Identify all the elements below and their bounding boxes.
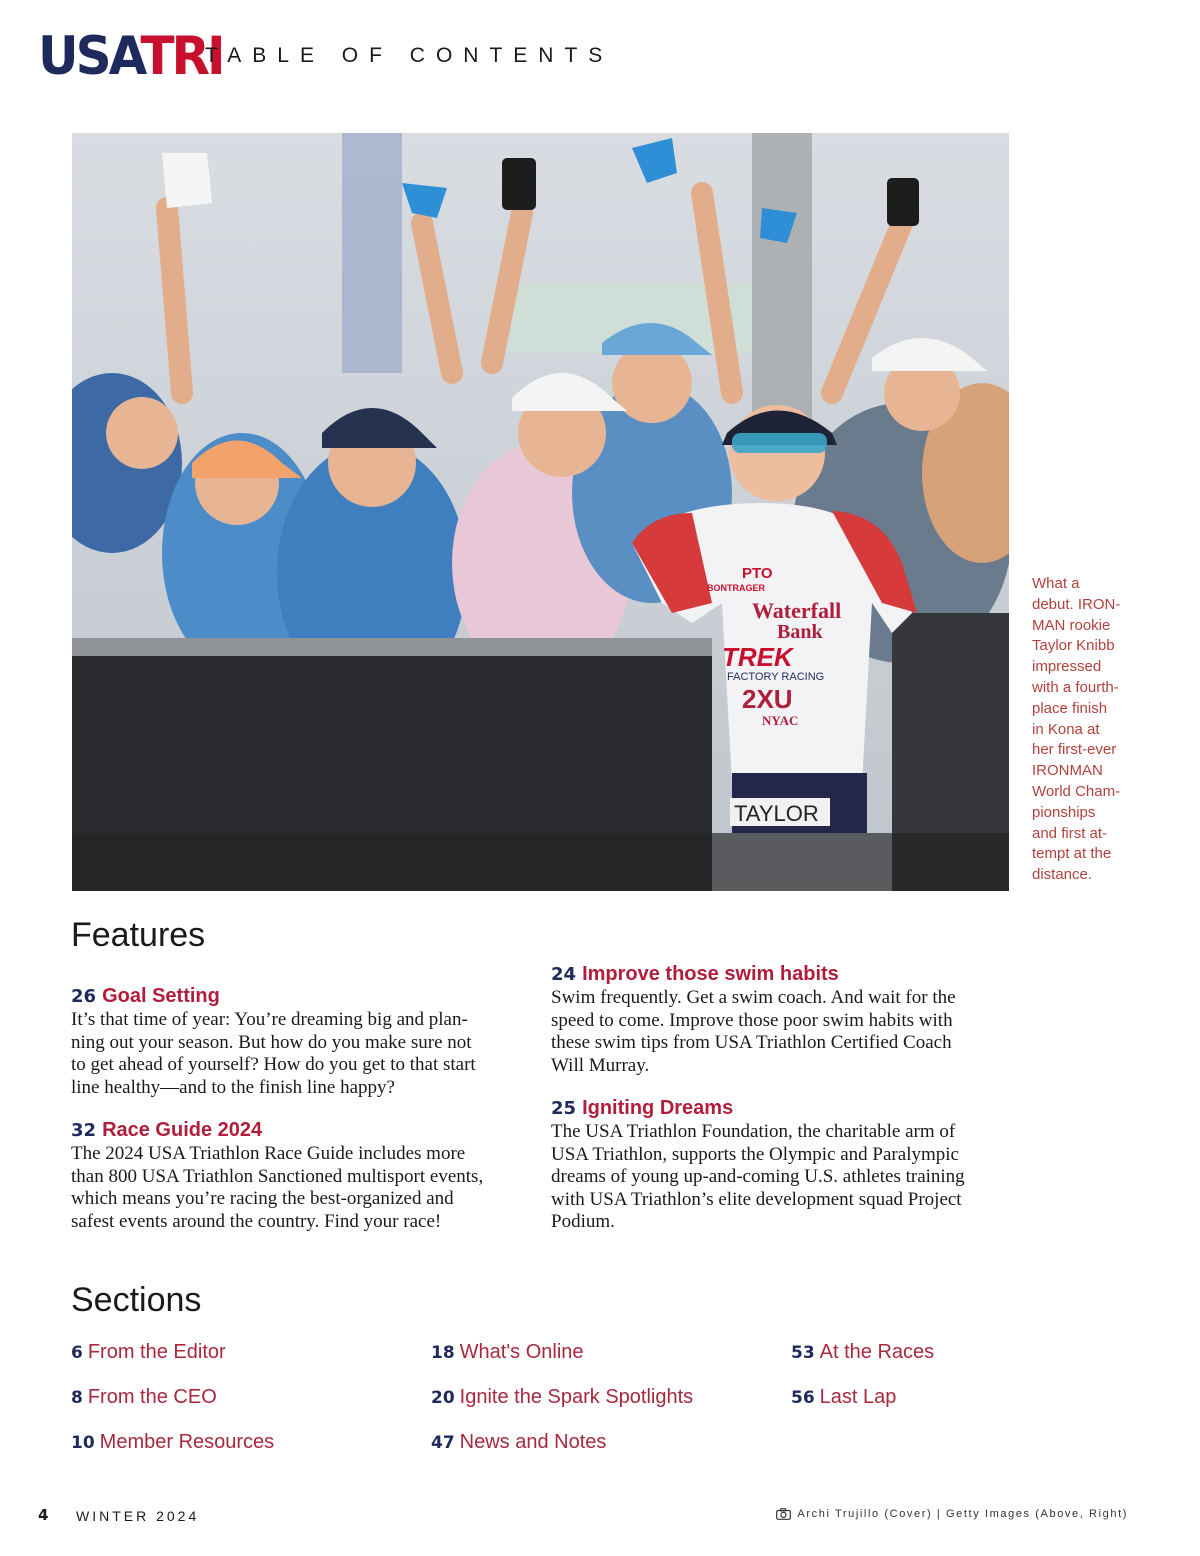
caption-line: pionships: [1032, 803, 1096, 821]
jersey-bank: Bank: [777, 621, 823, 643]
feature-description: Swim frequently. Get a swim coach. And wait for the speed to come. Improve those poor swim habits with these swim tips from USA Triathlon Certified Coach Will Murray.: [551, 987, 956, 1076]
feature-description: It’s that time of year: You’re dreaming big and plan- ning out your season. But how do you make sure not to get ahead of yourself? How do you get to that start line healthy—and to the finish line happy?: [71, 1009, 476, 1098]
feature-igniting-dreams[interactable]: [551, 1096, 1021, 1234]
section-link-spotlights[interactable]: 20 Ignite the Spark Spotlights: [431, 1386, 694, 1408]
caption-line: distance.: [1032, 866, 1093, 884]
issue-label: WINTER 2024: [76, 1508, 200, 1524]
caption-line: What a: [1032, 575, 1080, 592]
jersey-waterfall: Waterfall: [752, 598, 842, 623]
jersey-2xu: 2XU: [742, 684, 793, 714]
caption-line: Taylor Knibb: [1032, 637, 1115, 655]
section-link-at-the-races[interactable]: 53 At the Races: [791, 1341, 935, 1363]
feature-swim-habits[interactable]: [551, 962, 1021, 1077]
page-title: TABLE OF CONTENTS: [205, 44, 614, 67]
feature-description: The USA Triathlon Foundation, the charitable arm of USA Triathlon, supports the Olympic and Paralympic dreams of young up-and-coming U.S. athletes training with USA Triathlon’s elite development squad Project Podium.: [551, 1121, 965, 1232]
jersey-bontrager: BONTRAGER: [707, 583, 765, 593]
feature-title-link[interactable]: Igniting Dreams: [582, 1097, 734, 1119]
feature-page-number: 24: [551, 964, 577, 985]
logo-usa: USA: [38, 25, 141, 87]
caption-line: IRONMAN: [1032, 762, 1103, 780]
page-number: 4: [38, 1506, 49, 1524]
logo-tri: TRI: [140, 25, 223, 87]
caption-line: and first at-: [1032, 824, 1108, 842]
caption-line: with a fourth-: [1032, 678, 1119, 696]
photo-caption: [1032, 574, 1144, 886]
feature-title-link[interactable]: Race Guide 2024: [102, 1119, 263, 1141]
caption-line: her first-ever: [1032, 741, 1117, 759]
feature-race-guide[interactable]: [71, 1118, 541, 1233]
section-link-ceo[interactable]: 8 From the CEO: [71, 1386, 217, 1408]
caption-line: World Cham-: [1032, 782, 1121, 800]
feature-title-link[interactable]: Improve those swim habits: [582, 963, 839, 985]
section-link-member-resources[interactable]: 10 Member Resources: [71, 1431, 275, 1453]
caption-line: place finish: [1032, 699, 1108, 717]
camera-icon: [776, 1508, 791, 1520]
caption-line: debut. IRON-: [1032, 595, 1121, 613]
usatri-logo: [38, 25, 223, 87]
jersey-trek: TREK: [722, 642, 793, 672]
feature-description: The 2024 USA Triathlon Race Guide includes more than 800 USA Triathlon Sanctioned multisport events, which means you’re racing the best-organized and safest events around the country. Find your race!: [71, 1143, 484, 1232]
caption-line: MAN rookie: [1032, 616, 1111, 634]
jersey-factory: FACTORY RACING: [727, 671, 825, 683]
caption-line: impressed: [1032, 658, 1102, 676]
feature-goal-setting[interactable]: [71, 984, 541, 1099]
feature-title-link[interactable]: Goal Setting: [102, 985, 220, 1007]
credit-text: Archi Trujillo (Cover) | Getty Images (Above, Right): [797, 1508, 1128, 1520]
section-link-editor[interactable]: 6 From the Editor: [71, 1341, 226, 1363]
jersey-taylor: TAYLOR: [734, 801, 819, 826]
feature-page-number: 32: [71, 1120, 97, 1141]
caption-line: tempt at the: [1032, 845, 1112, 863]
sections-heading: Sections: [71, 1281, 202, 1319]
section-link-whats-online[interactable]: 18 What's Online: [431, 1341, 584, 1363]
hero-photo: [72, 133, 1009, 891]
feature-page-number: 25: [551, 1098, 577, 1119]
features-heading: Features: [71, 916, 206, 954]
caption-line: in Kona at: [1032, 720, 1100, 738]
jersey-nyac: NYAC: [762, 713, 799, 728]
section-link-last-lap[interactable]: 56 Last Lap: [791, 1386, 897, 1408]
feature-page-number: 26: [71, 986, 97, 1007]
jersey-pto: PTO: [742, 565, 773, 582]
section-link-news[interactable]: 47 News and Notes: [431, 1431, 607, 1453]
photo-credit: [776, 1508, 1128, 1520]
